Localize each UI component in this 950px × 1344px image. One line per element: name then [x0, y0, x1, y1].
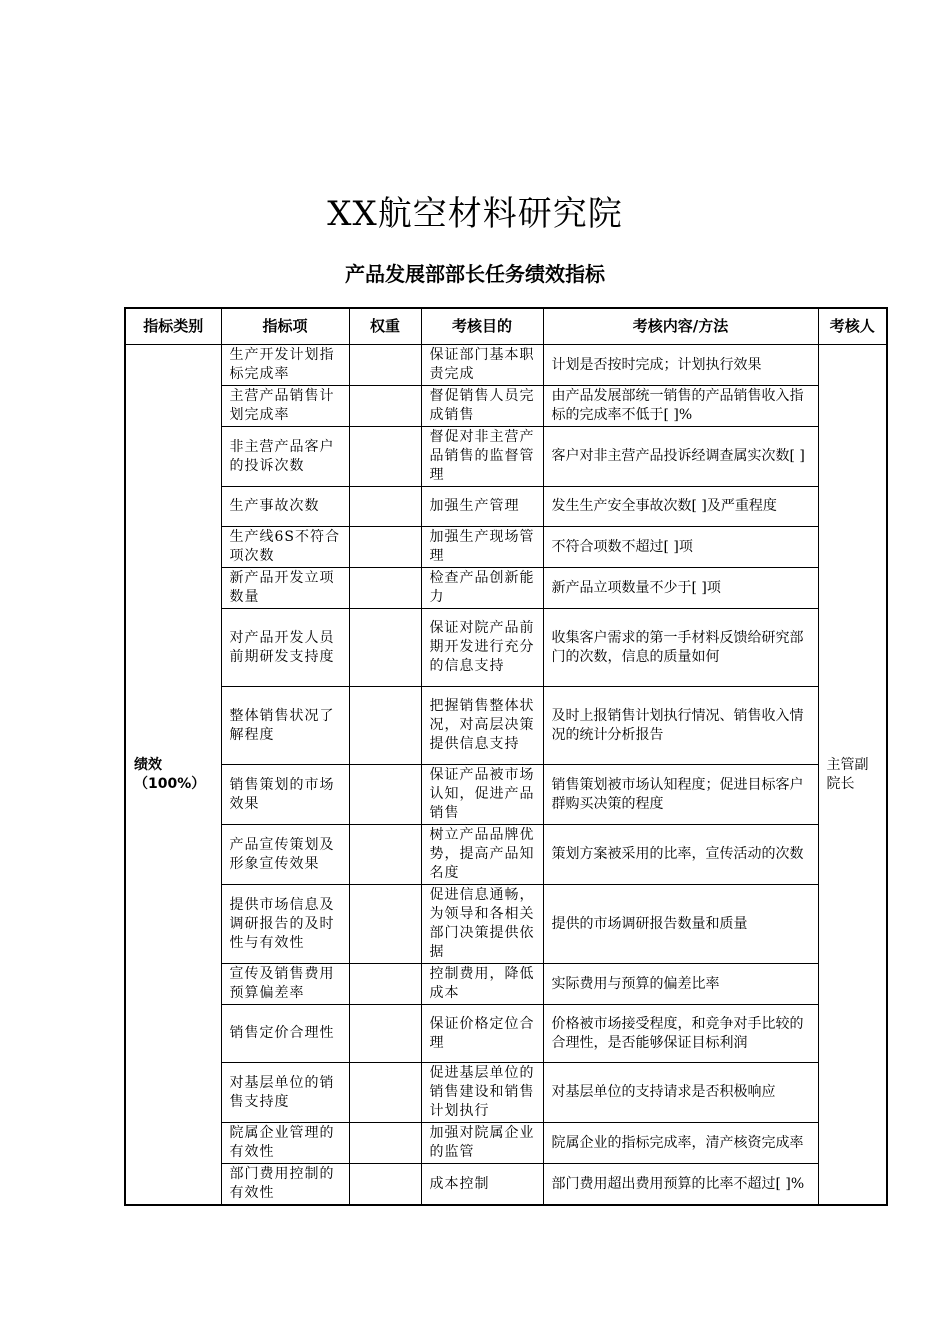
- indicator-item-cell: 生产事故次数: [221, 487, 349, 527]
- indicator-item-cell: 产品宣传策划及形象宣传效果: [221, 825, 349, 885]
- method-cell: 不符合项数不超过[ ]项: [543, 527, 818, 568]
- indicator-item-cell: 整体销售状况了解程度: [221, 687, 349, 765]
- method-cell: 提供的市场调研报告数量和质量: [543, 885, 818, 964]
- indicator-item-cell: 生产线6S不符合项次数: [221, 527, 349, 568]
- weight-cell: [349, 487, 421, 527]
- table-row: [125, 885, 887, 964]
- indicator-item-cell: 销售定价合理性: [221, 1005, 349, 1063]
- weight-cell: [349, 964, 421, 1005]
- indicator-item-cell: 提供市场信息及调研报告的及时性与有效性: [221, 885, 349, 964]
- purpose-cell: 督促销售人员完成销售: [421, 386, 543, 427]
- method-cell: 策划方案被采用的比率，宣传活动的次数: [543, 825, 818, 885]
- method-cell: 客户对非主营产品投诉经调查属实次数[ ]: [543, 427, 818, 487]
- table-row: [125, 1063, 887, 1123]
- table-row: [125, 609, 887, 687]
- weight-cell: [349, 885, 421, 964]
- table-header-row: [125, 308, 887, 345]
- purpose-cell: 督促对非主营产品销售的监督管理: [421, 427, 543, 487]
- indicator-item-cell: 生产开发计划指标完成率: [221, 345, 349, 386]
- purpose-cell: 促进信息通畅，为领导和各相关部门决策提供依据: [421, 885, 543, 964]
- indicator-item-cell: 非主营产品客户的投诉次数: [221, 427, 349, 487]
- purpose-cell: 成本控制: [421, 1164, 543, 1206]
- table-row: [125, 1164, 887, 1206]
- table-row: [125, 687, 887, 765]
- purpose-cell: 保证对院产品前期开发进行充分的信息支持: [421, 609, 543, 687]
- purpose-cell: 促进基层单位的销售建设和销售计划执行: [421, 1063, 543, 1123]
- table-row: [125, 386, 887, 427]
- indicator-item-cell: 部门费用控制的有效性: [221, 1164, 349, 1206]
- indicator-table: [124, 307, 888, 1206]
- method-cell: 对基层单位的支持请求是否积极响应: [543, 1063, 818, 1123]
- purpose-cell: 检查产品创新能力: [421, 568, 543, 609]
- table-row: [125, 1005, 887, 1063]
- indicator-item-cell: 主营产品销售计划完成率: [221, 386, 349, 427]
- indicator-item-cell: 对基层单位的销售支持度: [221, 1063, 349, 1123]
- table-row: [125, 527, 887, 568]
- category-cell: 绩效 （100%）: [125, 345, 221, 1206]
- purpose-cell: 加强生产管理: [421, 487, 543, 527]
- indicator-item-cell: 对产品开发人员前期研发支持度: [221, 609, 349, 687]
- indicator-item-cell: 院属企业管理的有效性: [221, 1123, 349, 1164]
- method-cell: 发生生产安全事故次数[ ]及严重程度: [543, 487, 818, 527]
- purpose-cell: 加强对院属企业的监管: [421, 1123, 543, 1164]
- weight-cell: [349, 345, 421, 386]
- column-header: 考核人: [818, 308, 887, 345]
- method-cell: 实际费用与预算的偏差比率: [543, 964, 818, 1005]
- purpose-cell: 加强生产现场管理: [421, 527, 543, 568]
- weight-cell: [349, 427, 421, 487]
- weight-cell: [349, 687, 421, 765]
- weight-cell: [349, 527, 421, 568]
- table-row: [125, 487, 887, 527]
- column-header: 考核目的: [421, 308, 543, 345]
- indicator-item-cell: 宣传及销售费用预算偏差率: [221, 964, 349, 1005]
- weight-cell: [349, 1005, 421, 1063]
- method-cell: 收集客户需求的第一手材料反馈给研究部门的次数，信息的质量如何: [543, 609, 818, 687]
- column-header: 权重: [349, 308, 421, 345]
- column-header: 指标项: [221, 308, 349, 345]
- weight-cell: [349, 1063, 421, 1123]
- method-cell: 计划是否按时完成；计划执行效果: [543, 345, 818, 386]
- table-row: [125, 427, 887, 487]
- table-row: [125, 825, 887, 885]
- weight-cell: [349, 1164, 421, 1206]
- purpose-cell: 把握销售整体状况，对高层决策提供信息支持: [421, 687, 543, 765]
- weight-cell: [349, 765, 421, 825]
- table-row: [125, 1123, 887, 1164]
- purpose-cell: 保证产品被市场认知，促进产品销售: [421, 765, 543, 825]
- method-cell: 价格被市场接受程度，和竞争对手比较的合理性，是否能够保证目标利润: [543, 1005, 818, 1063]
- purpose-cell: 树立产品品牌优势，提高产品知名度: [421, 825, 543, 885]
- indicator-item-cell: 销售策划的市场效果: [221, 765, 349, 825]
- weight-cell: [349, 1123, 421, 1164]
- table-row: [125, 765, 887, 825]
- document-subtitle: 产品发展部部长任务绩效指标: [345, 262, 605, 286]
- purpose-cell: 保证价格定位合理: [421, 1005, 543, 1063]
- method-cell: 及时上报销售计划执行情况、销售收入情况的统计分析报告: [543, 687, 818, 765]
- weight-cell: [349, 386, 421, 427]
- indicator-item-cell: 新产品开发立项数量: [221, 568, 349, 609]
- method-cell: 销售策划被市场认知程度；促进目标客户群购买决策的程度: [543, 765, 818, 825]
- table-row: [125, 568, 887, 609]
- purpose-cell: 控制费用，降低成本: [421, 964, 543, 1005]
- column-header: 考核内容/方法: [543, 308, 818, 345]
- weight-cell: [349, 825, 421, 885]
- weight-cell: [349, 568, 421, 609]
- method-cell: 院属企业的指标完成率，清产核资完成率: [543, 1123, 818, 1164]
- reviewer-cell: 主管副 院长: [818, 345, 887, 1206]
- table-row: [125, 964, 887, 1005]
- column-header: 指标类别: [125, 308, 221, 345]
- weight-cell: [349, 609, 421, 687]
- table-row: [125, 345, 887, 386]
- method-cell: 部门费用超出费用预算的比率不超过[ ]%: [543, 1164, 818, 1206]
- purpose-cell: 保证部门基本职责完成: [421, 345, 543, 386]
- method-cell: 新产品立项数量不少于[ ]项: [543, 568, 818, 609]
- document-title: XX航空材料研究院: [327, 194, 623, 234]
- method-cell: 由产品发展部统一销售的产品销售收入指标的完成率不低于[ ]%: [543, 386, 818, 427]
